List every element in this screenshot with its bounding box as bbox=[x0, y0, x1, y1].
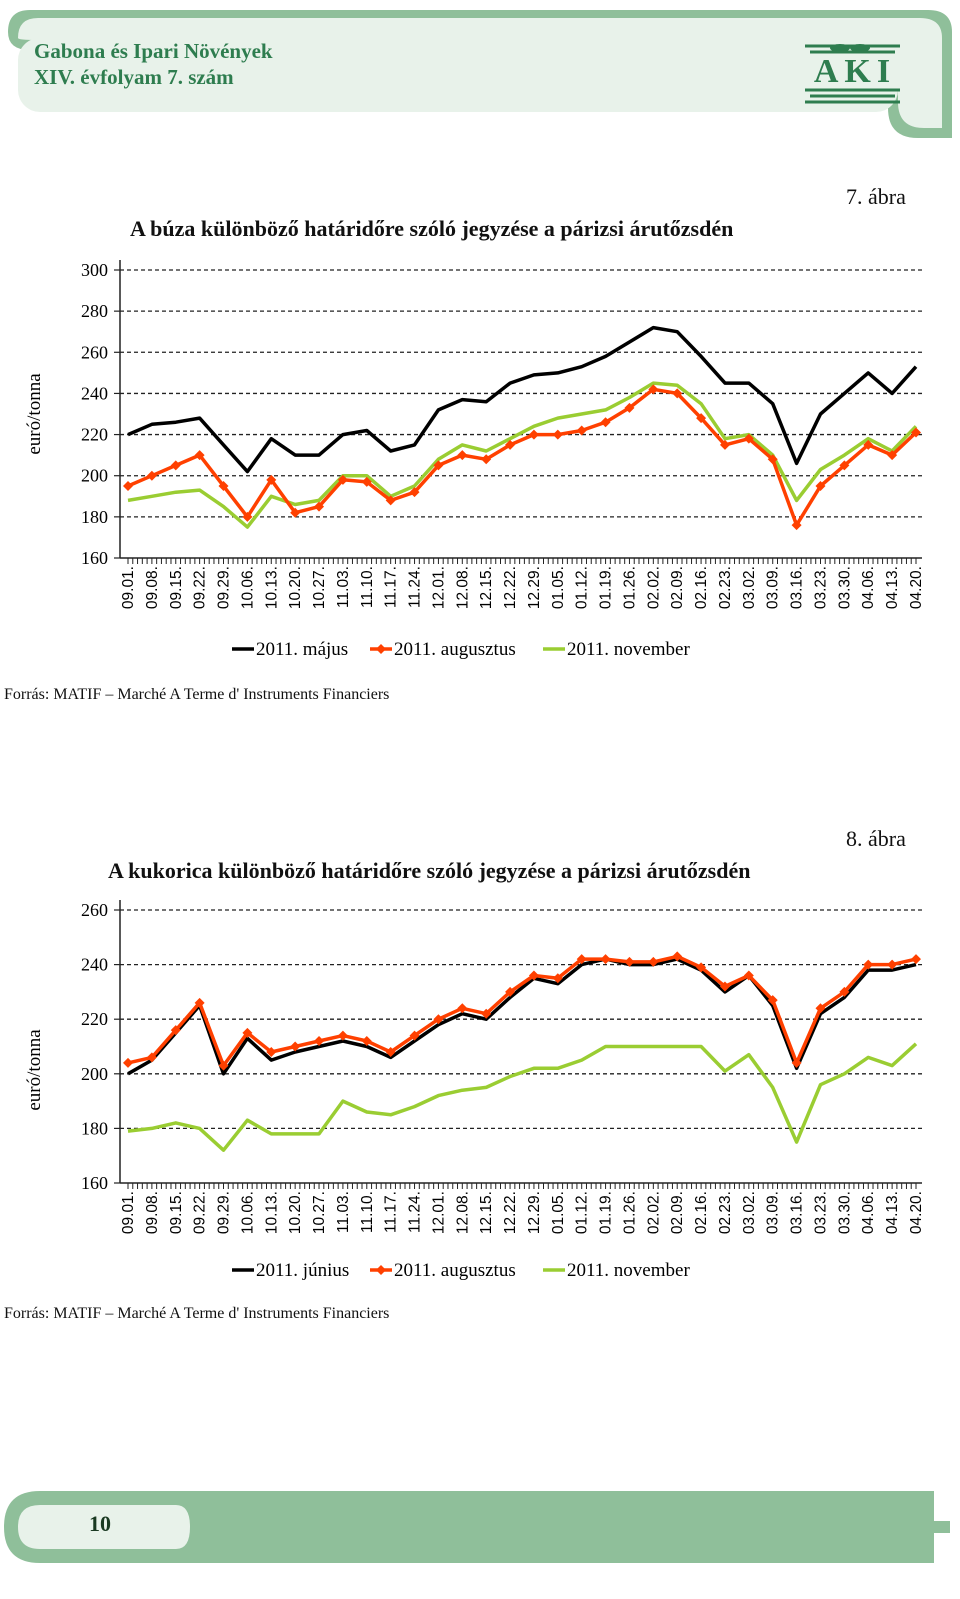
x-tick-label: 10.20. bbox=[287, 566, 305, 610]
corn-chart bbox=[0, 890, 960, 1300]
y-tick-label: 220 bbox=[81, 1009, 108, 1030]
series-line-0 bbox=[128, 328, 916, 472]
data-point bbox=[147, 471, 157, 481]
x-tick-label: 11.10. bbox=[358, 566, 376, 608]
x-tick-label: 12.08. bbox=[454, 566, 472, 610]
x-tick-label: 10.06. bbox=[239, 1191, 257, 1235]
x-tick-label: 01.26. bbox=[621, 566, 639, 610]
x-tick-label: 12.15. bbox=[478, 1191, 496, 1235]
x-tick-label: 11.10. bbox=[358, 1191, 376, 1233]
journal-name: Gabona és Ipari Növények bbox=[34, 39, 273, 63]
y-tick-label: 160 bbox=[81, 548, 108, 568]
x-tick-label: 03.23. bbox=[812, 1191, 830, 1235]
legend-label: 2011. augusztus bbox=[394, 639, 516, 660]
figure-1-label: 7. ábra bbox=[846, 184, 906, 209]
series-line-1 bbox=[128, 956, 916, 1065]
x-tick-label: 02.02. bbox=[645, 566, 663, 610]
journal-issue: XIV. évfolyam 7. szám bbox=[34, 65, 234, 89]
x-tick-label: 01.05. bbox=[549, 1191, 567, 1235]
x-tick-label: 12.15. bbox=[478, 566, 496, 610]
x-tick-label: 12.22. bbox=[502, 566, 520, 610]
data-point bbox=[123, 1058, 133, 1068]
x-tick-label: 03.09. bbox=[764, 566, 782, 610]
x-tick-label: 10.27. bbox=[311, 1191, 329, 1235]
x-tick-label: 11.24. bbox=[406, 1191, 424, 1233]
data-point bbox=[911, 954, 921, 964]
x-tick-label: 10.13. bbox=[263, 1191, 281, 1235]
x-tick-label: 12.01. bbox=[430, 566, 448, 610]
x-tick-label: 03.16. bbox=[788, 1191, 806, 1235]
x-tick-label: 10.20. bbox=[287, 1191, 305, 1235]
y-tick-label: 180 bbox=[81, 1118, 108, 1139]
data-point bbox=[529, 430, 539, 440]
x-tick-label: 09.22. bbox=[191, 566, 209, 610]
x-tick-label: 01.19. bbox=[597, 566, 615, 610]
x-tick-label: 04.13. bbox=[884, 566, 902, 610]
x-tick-label: 11.17. bbox=[382, 1191, 400, 1233]
x-tick-label: 02.23. bbox=[716, 1191, 734, 1235]
y-tick-label: 220 bbox=[81, 424, 108, 445]
x-tick-label: 12.29. bbox=[525, 1191, 543, 1235]
y-axis-label: euró/tonna bbox=[24, 373, 45, 455]
y-tick-label: 200 bbox=[81, 465, 108, 486]
x-tick-label: 10.27. bbox=[311, 566, 329, 610]
series-line-2 bbox=[128, 383, 916, 527]
x-tick-label: 09.01. bbox=[120, 566, 137, 610]
legend-marker bbox=[376, 1265, 386, 1275]
x-tick-label: 09.08. bbox=[143, 1191, 161, 1235]
x-tick-label: 09.29. bbox=[215, 1191, 233, 1235]
x-tick-label: 01.26. bbox=[621, 1191, 639, 1235]
data-point bbox=[123, 481, 133, 491]
x-tick-label: 12.01. bbox=[430, 1191, 448, 1235]
data-point bbox=[457, 450, 467, 460]
y-tick-label: 280 bbox=[81, 301, 108, 322]
logo-text: AKI bbox=[813, 53, 897, 90]
x-tick-label: 11.03. bbox=[334, 566, 352, 608]
page-number: 10 bbox=[89, 1511, 111, 1536]
x-tick-label: 02.09. bbox=[669, 1191, 687, 1235]
x-tick-label: 04.06. bbox=[860, 566, 878, 610]
x-tick-label: 09.29. bbox=[215, 566, 233, 610]
x-tick-label: 03.02. bbox=[740, 566, 758, 610]
x-tick-label: 04.20. bbox=[908, 566, 925, 610]
figure-2-label: 8. ábra bbox=[846, 826, 906, 851]
data-point bbox=[601, 954, 611, 964]
x-tick-label: 09.15. bbox=[167, 566, 185, 610]
x-tick-label: 11.03. bbox=[334, 1191, 352, 1233]
data-point bbox=[338, 1031, 348, 1041]
aki-logo bbox=[800, 38, 910, 118]
x-tick-label: 01.05. bbox=[549, 566, 567, 610]
x-tick-label: 01.19. bbox=[597, 1191, 615, 1235]
x-tick-label: 09.01. bbox=[120, 1191, 137, 1235]
y-tick-label: 260 bbox=[81, 342, 108, 363]
x-tick-label: 02.16. bbox=[693, 1191, 711, 1235]
legend-label: 2011. november bbox=[567, 1260, 690, 1281]
figure-1-title: A búza különböző határidőre szóló jegyzése a párizsi árutőzsdén bbox=[130, 216, 734, 241]
y-tick-label: 160 bbox=[81, 1173, 108, 1193]
x-tick-label: 01.12. bbox=[573, 1191, 591, 1235]
y-tick-label: 260 bbox=[81, 900, 108, 920]
journal-title bbox=[34, 38, 273, 90]
figure-2-title: A kukorica különböző határidőre szóló jegyzése a párizsi árutőzsdén bbox=[108, 858, 751, 883]
figure-1-source: Forrás: MATIF – Marché A Terme d' Instruments Financiers bbox=[4, 686, 390, 703]
x-tick-label: 02.23. bbox=[716, 566, 734, 610]
x-tick-label: 04.20. bbox=[908, 1191, 925, 1235]
x-tick-label: 03.09. bbox=[764, 1191, 782, 1235]
legend-marker bbox=[376, 644, 386, 654]
footer-band bbox=[4, 1491, 956, 1563]
x-tick-label: 12.29. bbox=[525, 566, 543, 610]
y-axis-label: euró/tonna bbox=[24, 1029, 45, 1111]
legend-label: 2011. június bbox=[256, 1260, 350, 1281]
legend-label: 2011. május bbox=[256, 639, 349, 660]
wheat-chart bbox=[0, 250, 960, 680]
x-tick-label: 10.13. bbox=[263, 566, 281, 610]
x-tick-label: 09.15. bbox=[167, 1191, 185, 1235]
x-tick-label: 03.02. bbox=[740, 1191, 758, 1235]
x-tick-label: 12.08. bbox=[454, 1191, 472, 1235]
x-tick-label: 01.12. bbox=[573, 566, 591, 610]
x-tick-label: 03.16. bbox=[788, 566, 806, 610]
x-tick-label: 09.22. bbox=[191, 1191, 209, 1235]
x-tick-label: 03.30. bbox=[836, 1191, 854, 1235]
legend-label: 2011. november bbox=[567, 639, 690, 660]
x-tick-label: 02.02. bbox=[645, 1191, 663, 1235]
x-tick-label: 12.22. bbox=[502, 1191, 520, 1235]
data-point bbox=[553, 430, 563, 440]
legend-label: 2011. augusztus bbox=[394, 1260, 516, 1281]
x-tick-label: 02.16. bbox=[693, 566, 711, 610]
y-tick-label: 240 bbox=[81, 383, 108, 404]
y-tick-label: 240 bbox=[81, 954, 108, 975]
x-tick-label: 09.08. bbox=[143, 566, 161, 610]
x-tick-label: 03.30. bbox=[836, 566, 854, 610]
y-tick-label: 200 bbox=[81, 1063, 108, 1084]
x-tick-label: 11.17. bbox=[382, 566, 400, 608]
x-tick-label: 11.24. bbox=[406, 566, 424, 608]
x-tick-label: 04.06. bbox=[860, 1191, 878, 1235]
y-tick-label: 300 bbox=[81, 260, 108, 280]
x-tick-label: 02.09. bbox=[669, 566, 687, 610]
data-point bbox=[171, 460, 181, 470]
y-tick-label: 180 bbox=[81, 506, 108, 527]
x-tick-label: 04.13. bbox=[884, 1191, 902, 1235]
x-tick-label: 10.06. bbox=[239, 566, 257, 610]
x-tick-label: 03.23. bbox=[812, 566, 830, 610]
figure-2-source: Forrás: MATIF – Marché A Terme d' Instruments Financiers bbox=[4, 1305, 390, 1322]
